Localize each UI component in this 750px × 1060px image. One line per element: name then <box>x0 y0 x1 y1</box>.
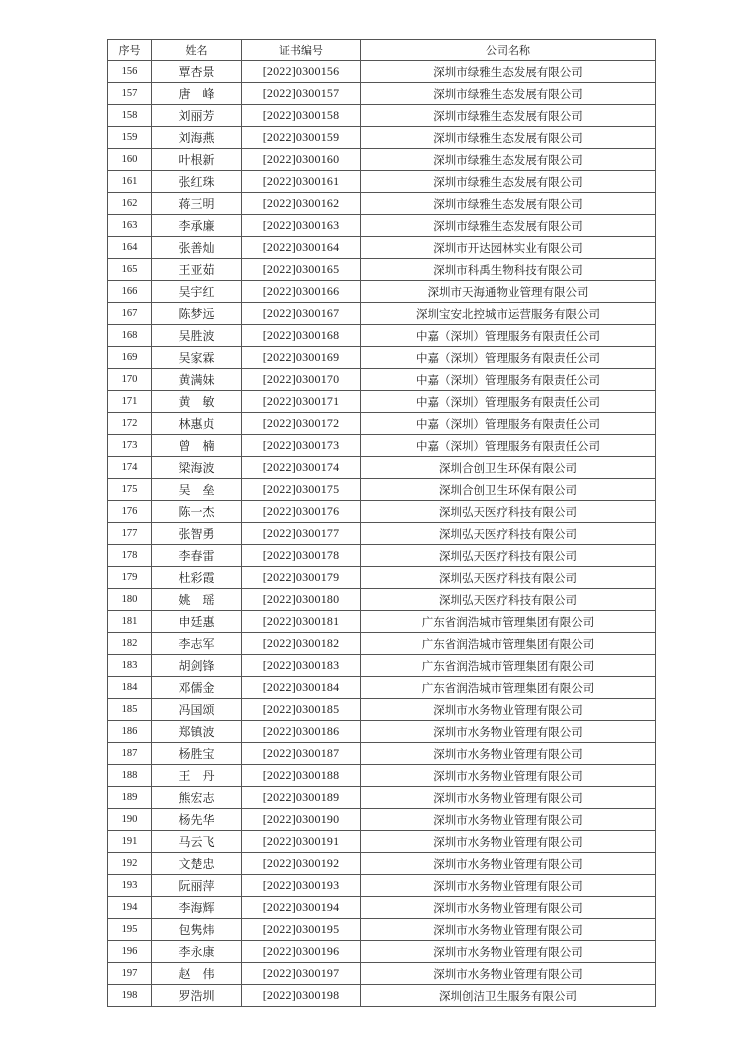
company-name: 深圳弘天医疗科技有限公司 <box>361 523 656 545</box>
certificate-number: [2022]0300175 <box>242 479 361 501</box>
person-name: 陈梦远 <box>152 303 242 325</box>
company-name: 深圳市天海通物业管理有限公司 <box>361 281 656 303</box>
table-row <box>108 237 656 259</box>
certificate-number: [2022]0300176 <box>242 501 361 523</box>
table-row <box>108 633 656 655</box>
person-name: 赵 伟 <box>152 963 242 985</box>
table-row <box>108 259 656 281</box>
certificate-number: [2022]0300183 <box>242 655 361 677</box>
certificate-number: [2022]0300191 <box>242 831 361 853</box>
company-name: 深圳市水务物业管理有限公司 <box>361 743 656 765</box>
table-row <box>108 985 656 1007</box>
header-no: 序号 <box>108 40 152 61</box>
certificate-number: [2022]0300167 <box>242 303 361 325</box>
person-name: 李志军 <box>152 633 242 655</box>
company-name: 广东省润浩城市管理集团有限公司 <box>361 633 656 655</box>
row-number: 169 <box>108 347 152 369</box>
row-number: 187 <box>108 743 152 765</box>
person-name: 刘丽芳 <box>152 105 242 127</box>
certificate-number: [2022]0300162 <box>242 193 361 215</box>
row-number: 167 <box>108 303 152 325</box>
table-row <box>108 61 656 83</box>
person-name: 李承廉 <box>152 215 242 237</box>
company-name: 深圳市绿雅生态发展有限公司 <box>361 61 656 83</box>
certificate-number: [2022]0300160 <box>242 149 361 171</box>
row-number: 179 <box>108 567 152 589</box>
person-name: 郑镇波 <box>152 721 242 743</box>
table-row <box>108 721 656 743</box>
row-number: 173 <box>108 435 152 457</box>
table-row <box>108 831 656 853</box>
person-name: 梁海波 <box>152 457 242 479</box>
person-name: 王亚茹 <box>152 259 242 281</box>
row-number: 170 <box>108 369 152 391</box>
person-name: 吴宇红 <box>152 281 242 303</box>
person-name: 吴胜波 <box>152 325 242 347</box>
row-number: 188 <box>108 765 152 787</box>
company-name: 深圳市水务物业管理有限公司 <box>361 809 656 831</box>
row-number: 191 <box>108 831 152 853</box>
company-name: 深圳市水务物业管理有限公司 <box>361 699 656 721</box>
row-number: 190 <box>108 809 152 831</box>
certificate-number: [2022]0300179 <box>242 567 361 589</box>
certificate-number: [2022]0300193 <box>242 875 361 897</box>
company-name: 深圳弘天医疗科技有限公司 <box>361 589 656 611</box>
person-name: 林惠贞 <box>152 413 242 435</box>
company-name: 深圳弘天医疗科技有限公司 <box>361 567 656 589</box>
row-number: 198 <box>108 985 152 1007</box>
table-row <box>108 589 656 611</box>
row-number: 189 <box>108 787 152 809</box>
row-number: 161 <box>108 171 152 193</box>
row-number: 164 <box>108 237 152 259</box>
company-name: 深圳市水务物业管理有限公司 <box>361 787 656 809</box>
row-number: 177 <box>108 523 152 545</box>
person-name: 邓儒金 <box>152 677 242 699</box>
person-name: 蒋三明 <box>152 193 242 215</box>
person-name: 曾 楠 <box>152 435 242 457</box>
person-name: 叶根新 <box>152 149 242 171</box>
table-row <box>108 501 656 523</box>
header-name: 姓名 <box>152 40 242 61</box>
certificate-number: [2022]0300177 <box>242 523 361 545</box>
table-row <box>108 611 656 633</box>
row-number: 196 <box>108 941 152 963</box>
company-name: 深圳市水务物业管理有限公司 <box>361 941 656 963</box>
company-name: 深圳宝安北控城市运营服务有限公司 <box>361 303 656 325</box>
row-number: 192 <box>108 853 152 875</box>
table-row <box>108 655 656 677</box>
certificate-number: [2022]0300190 <box>242 809 361 831</box>
certificate-number: [2022]0300156 <box>242 61 361 83</box>
table-row <box>108 193 656 215</box>
table-row <box>108 303 656 325</box>
person-name: 姚 瑶 <box>152 589 242 611</box>
person-name: 李海辉 <box>152 897 242 919</box>
row-number: 183 <box>108 655 152 677</box>
company-name: 深圳市绿雅生态发展有限公司 <box>361 193 656 215</box>
person-name: 李春雷 <box>152 545 242 567</box>
certificate-number: [2022]0300157 <box>242 83 361 105</box>
person-name: 吴家霖 <box>152 347 242 369</box>
person-name: 杜彩霞 <box>152 567 242 589</box>
certificate-number: [2022]0300169 <box>242 347 361 369</box>
row-number: 197 <box>108 963 152 985</box>
certificate-number: [2022]0300166 <box>242 281 361 303</box>
person-name: 李永康 <box>152 941 242 963</box>
company-name: 深圳市绿雅生态发展有限公司 <box>361 215 656 237</box>
company-name: 广东省润浩城市管理集团有限公司 <box>361 677 656 699</box>
row-number: 186 <box>108 721 152 743</box>
certificate-number: [2022]0300164 <box>242 237 361 259</box>
person-name: 刘海燕 <box>152 127 242 149</box>
person-name: 熊宏志 <box>152 787 242 809</box>
person-name: 包隽炜 <box>152 919 242 941</box>
company-name: 深圳市水务物业管理有限公司 <box>361 831 656 853</box>
company-name: 深圳市科禹生物科技有限公司 <box>361 259 656 281</box>
certificate-number: [2022]0300192 <box>242 853 361 875</box>
table-row <box>108 127 656 149</box>
company-name: 中嘉（深圳）管理服务有限责任公司 <box>361 347 656 369</box>
company-name: 深圳市开达园林实业有限公司 <box>361 237 656 259</box>
company-name: 中嘉（深圳）管理服务有限责任公司 <box>361 369 656 391</box>
table-row <box>108 677 656 699</box>
certificate-number: [2022]0300158 <box>242 105 361 127</box>
row-number: 172 <box>108 413 152 435</box>
table-row <box>108 699 656 721</box>
company-name: 深圳市水务物业管理有限公司 <box>361 765 656 787</box>
person-name: 杨先华 <box>152 809 242 831</box>
header-cert: 证书编号 <box>242 40 361 61</box>
company-name: 深圳弘天医疗科技有限公司 <box>361 501 656 523</box>
person-name: 唐 峰 <box>152 83 242 105</box>
company-name: 深圳市水务物业管理有限公司 <box>361 875 656 897</box>
header-row <box>108 40 656 61</box>
table-row <box>108 853 656 875</box>
certificate-number: [2022]0300165 <box>242 259 361 281</box>
table-row <box>108 941 656 963</box>
table-body <box>108 61 656 1007</box>
row-number: 162 <box>108 193 152 215</box>
person-name: 张善灿 <box>152 237 242 259</box>
company-name: 中嘉（深圳）管理服务有限责任公司 <box>361 325 656 347</box>
table-row <box>108 897 656 919</box>
row-number: 158 <box>108 105 152 127</box>
company-name: 深圳合创卫生环保有限公司 <box>361 457 656 479</box>
table-header <box>108 40 656 61</box>
row-number: 156 <box>108 61 152 83</box>
person-name: 罗浩圳 <box>152 985 242 1007</box>
row-number: 174 <box>108 457 152 479</box>
row-number: 180 <box>108 589 152 611</box>
certificate-number: [2022]0300198 <box>242 985 361 1007</box>
person-name: 覃杏景 <box>152 61 242 83</box>
row-number: 166 <box>108 281 152 303</box>
row-number: 157 <box>108 83 152 105</box>
table-row <box>108 325 656 347</box>
table-row <box>108 457 656 479</box>
table-row <box>108 743 656 765</box>
row-number: 160 <box>108 149 152 171</box>
person-name: 王 丹 <box>152 765 242 787</box>
table-row <box>108 963 656 985</box>
table-row <box>108 809 656 831</box>
table-row <box>108 347 656 369</box>
table-row <box>108 435 656 457</box>
certificate-number: [2022]0300174 <box>242 457 361 479</box>
company-name: 广东省润浩城市管理集团有限公司 <box>361 655 656 677</box>
table-row <box>108 765 656 787</box>
certificate-number: [2022]0300187 <box>242 743 361 765</box>
certificate-number: [2022]0300159 <box>242 127 361 149</box>
table-row <box>108 545 656 567</box>
row-number: 175 <box>108 479 152 501</box>
company-name: 广东省润浩城市管理集团有限公司 <box>361 611 656 633</box>
row-number: 195 <box>108 919 152 941</box>
table-row <box>108 215 656 237</box>
certificate-number: [2022]0300161 <box>242 171 361 193</box>
person-name: 吴 垒 <box>152 479 242 501</box>
person-name: 杨胜宝 <box>152 743 242 765</box>
table-row <box>108 149 656 171</box>
company-name: 深圳市绿雅生态发展有限公司 <box>361 127 656 149</box>
certificate-number: [2022]0300184 <box>242 677 361 699</box>
table-row <box>108 369 656 391</box>
row-number: 193 <box>108 875 152 897</box>
company-name: 深圳市绿雅生态发展有限公司 <box>361 149 656 171</box>
certificate-number: [2022]0300196 <box>242 941 361 963</box>
person-name: 黄 敏 <box>152 391 242 413</box>
certificate-table <box>107 39 656 1007</box>
table-row <box>108 479 656 501</box>
person-name: 陈一杰 <box>152 501 242 523</box>
certificate-number: [2022]0300172 <box>242 413 361 435</box>
row-number: 176 <box>108 501 152 523</box>
person-name: 胡剑锋 <box>152 655 242 677</box>
certificate-number: [2022]0300171 <box>242 391 361 413</box>
certificate-number: [2022]0300186 <box>242 721 361 743</box>
row-number: 194 <box>108 897 152 919</box>
person-name: 黄满妹 <box>152 369 242 391</box>
person-name: 冯国颂 <box>152 699 242 721</box>
certificate-number: [2022]0300182 <box>242 633 361 655</box>
table-row <box>108 875 656 897</box>
certificate-number: [2022]0300195 <box>242 919 361 941</box>
person-name: 申廷惠 <box>152 611 242 633</box>
company-name: 中嘉（深圳）管理服务有限责任公司 <box>361 435 656 457</box>
row-number: 178 <box>108 545 152 567</box>
row-number: 168 <box>108 325 152 347</box>
row-number: 182 <box>108 633 152 655</box>
table-row <box>108 787 656 809</box>
company-name: 深圳市水务物业管理有限公司 <box>361 721 656 743</box>
company-name: 深圳市绿雅生态发展有限公司 <box>361 105 656 127</box>
company-name: 中嘉（深圳）管理服务有限责任公司 <box>361 391 656 413</box>
company-name: 深圳市水务物业管理有限公司 <box>361 919 656 941</box>
person-name: 阮丽萍 <box>152 875 242 897</box>
certificate-number: [2022]0300178 <box>242 545 361 567</box>
row-number: 184 <box>108 677 152 699</box>
row-number: 185 <box>108 699 152 721</box>
table-row <box>108 523 656 545</box>
company-name: 深圳创洁卫生服务有限公司 <box>361 985 656 1007</box>
certificate-number: [2022]0300180 <box>242 589 361 611</box>
table-row <box>108 413 656 435</box>
company-name: 深圳市水务物业管理有限公司 <box>361 897 656 919</box>
table-row <box>108 105 656 127</box>
certificate-number: [2022]0300194 <box>242 897 361 919</box>
table-row <box>108 83 656 105</box>
table-row <box>108 919 656 941</box>
table-row <box>108 391 656 413</box>
certificate-number: [2022]0300189 <box>242 787 361 809</box>
table-row <box>108 567 656 589</box>
row-number: 171 <box>108 391 152 413</box>
header-company: 公司名称 <box>361 40 656 61</box>
certificate-number: [2022]0300168 <box>242 325 361 347</box>
company-name: 中嘉（深圳）管理服务有限责任公司 <box>361 413 656 435</box>
table-row <box>108 171 656 193</box>
table-row <box>108 281 656 303</box>
company-name: 深圳弘天医疗科技有限公司 <box>361 545 656 567</box>
certificate-number: [2022]0300173 <box>242 435 361 457</box>
certificate-number: [2022]0300197 <box>242 963 361 985</box>
company-name: 深圳合创卫生环保有限公司 <box>361 479 656 501</box>
certificate-number: [2022]0300188 <box>242 765 361 787</box>
person-name: 文楚忠 <box>152 853 242 875</box>
company-name: 深圳市绿雅生态发展有限公司 <box>361 83 656 105</box>
certificate-number: [2022]0300181 <box>242 611 361 633</box>
row-number: 165 <box>108 259 152 281</box>
person-name: 张红珠 <box>152 171 242 193</box>
company-name: 深圳市水务物业管理有限公司 <box>361 963 656 985</box>
row-number: 163 <box>108 215 152 237</box>
certificate-number: [2022]0300185 <box>242 699 361 721</box>
company-name: 深圳市绿雅生态发展有限公司 <box>361 171 656 193</box>
certificate-number: [2022]0300163 <box>242 215 361 237</box>
person-name: 马云飞 <box>152 831 242 853</box>
certificate-number: [2022]0300170 <box>242 369 361 391</box>
row-number: 159 <box>108 127 152 149</box>
person-name: 张智勇 <box>152 523 242 545</box>
row-number: 181 <box>108 611 152 633</box>
company-name: 深圳市水务物业管理有限公司 <box>361 853 656 875</box>
